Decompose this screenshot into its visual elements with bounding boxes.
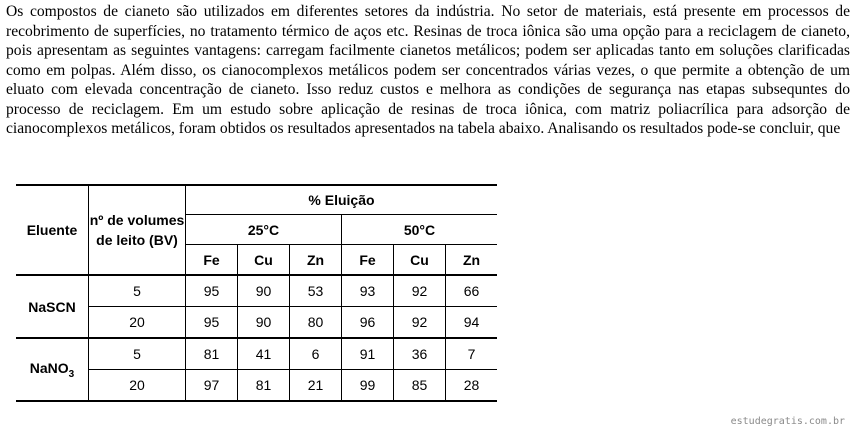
watermark: estudegratis.com.br (730, 416, 845, 427)
bv-cell: 5 (89, 275, 186, 307)
value-cell: 92 (394, 307, 446, 339)
eluent-nano3 (16, 338, 89, 401)
value-cell: 66 (446, 275, 498, 307)
value-cell: 90 (238, 275, 290, 307)
value-cell: 95 (186, 307, 238, 339)
header-metal-cu-50: Cu (394, 245, 446, 276)
value-cell: 90 (238, 307, 290, 339)
value-cell: 80 (290, 307, 342, 339)
value-cell: 41 (238, 338, 290, 370)
header-eluente: Eluente (16, 185, 89, 275)
table-row (16, 338, 497, 370)
eluent-nano3-subscript: 3 (68, 368, 75, 380)
table-row (16, 275, 497, 307)
header-eluicao: % Eluição (186, 185, 498, 215)
header-metal-zn-25: Zn (290, 245, 342, 276)
table-row (16, 370, 497, 402)
value-cell: 81 (186, 338, 238, 370)
eluent-nascn: NaSCN (16, 275, 89, 338)
bv-cell: 20 (89, 307, 186, 339)
value-cell: 85 (394, 370, 446, 402)
value-cell: 36 (394, 338, 446, 370)
header-metal-cu-25: Cu (238, 245, 290, 276)
header-bv: nº de volumes de leito (BV) (89, 185, 186, 275)
header-metal-zn-50: Zn (446, 245, 498, 276)
value-cell: 81 (238, 370, 290, 402)
value-cell: 97 (186, 370, 238, 402)
value-cell: 99 (342, 370, 394, 402)
table-row (16, 307, 497, 339)
value-cell: 93 (342, 275, 394, 307)
value-cell: 91 (342, 338, 394, 370)
value-cell: 6 (290, 338, 342, 370)
bv-cell: 5 (89, 338, 186, 370)
value-cell: 94 (446, 307, 498, 339)
bv-cell: 20 (89, 370, 186, 402)
value-cell: 21 (290, 370, 342, 402)
value-cell: 96 (342, 307, 394, 339)
elution-table (16, 184, 497, 402)
value-cell: 28 (446, 370, 498, 402)
header-metal-fe-25: Fe (186, 245, 238, 276)
header-temp-50: 50°C (403, 221, 436, 238)
header-metal-fe-50: Fe (342, 245, 394, 276)
value-cell: 7 (446, 338, 498, 370)
eluent-nano3-base: NaNO (29, 359, 69, 376)
value-cell: 53 (290, 275, 342, 307)
question-text: Os compostos de cianeto são utilizados em diferentes setores da indústria. No setor de materiais, está presente em processos de recobrimento de superfícies, no tratamento térmico de aços etc. Resinas de troca iônica são uma opção para a reciclagem de cianeto, pois apresentam as seguintes vantagens: carregam facilmente cianetos metálicos; podem ser aplicadas tanto em soluções clarificadas como em polpas. Além disso, os cianocomplexos metálicos podem ser concentrados várias vezes, o que permite a obtenção de um eluato com elevada concentração de cianeto. Isso reduz custos e melhora as condições de segurança nas etapas subsequntes do processo de reciclagem. Em um estudo sobre aplicação de resinas de troca iônica, com matriz poliacrílica para adsorção de cianocomplexos metálicos, foram obtidos os resultados apresentados na tabela abaixo. Analisando os resultados pode-se concluir, que (6, 3, 850, 137)
header-temp-25: 25°C (186, 215, 342, 245)
value-cell: 92 (394, 275, 446, 307)
value-cell: 95 (186, 275, 238, 307)
